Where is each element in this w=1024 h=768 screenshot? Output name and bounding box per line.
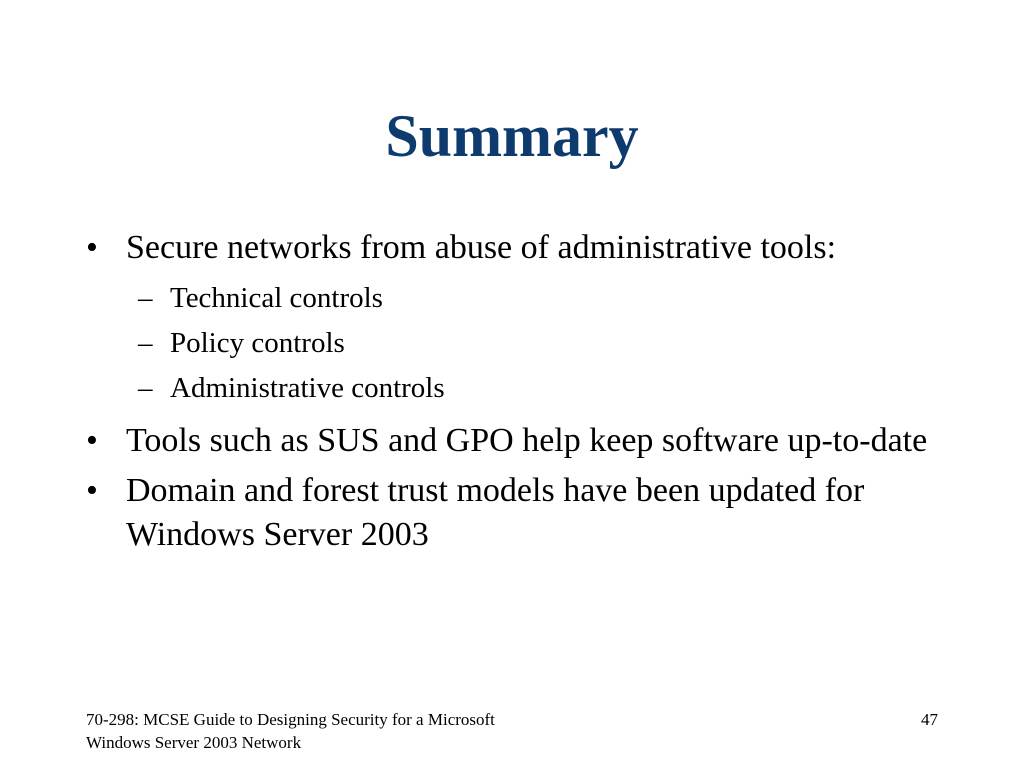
sub-bullet-item [86, 276, 956, 321]
bullet-item [86, 469, 956, 557]
bullet-text: Secure networks from abuse of administrative tools: [126, 229, 837, 266]
bullet-marker: • [86, 472, 98, 509]
sub-bullet-item [86, 321, 956, 366]
sub-bullet-list [86, 276, 956, 411]
sub-bullet-text: Technical controls [170, 282, 383, 314]
sub-bullet-text: Administrative controls [170, 372, 445, 404]
slide-title: Summary [385, 103, 639, 169]
sub-bullet-marker: – [138, 282, 153, 314]
sub-bullet-text: Policy controls [170, 327, 345, 359]
footer-line-1: 70-298: MCSE Guide to Designing Security for a Microsoft [86, 710, 495, 729]
slide-number: 47 [921, 710, 938, 729]
bullet-text: Tools such as SUS and GPO help keep software up-to-date [126, 422, 928, 459]
bullet-text: Domain and forest trust models have been updated for Windows Server 2003 [126, 472, 865, 553]
bullet-item [86, 419, 956, 463]
bullet-item [86, 226, 956, 270]
bullet-list [86, 226, 956, 563]
footer-course-title [86, 708, 606, 754]
sub-bullet-marker: – [138, 372, 153, 404]
footer-line-2: Windows Server 2003 Network [86, 733, 302, 752]
bullet-marker: • [86, 422, 98, 459]
sub-bullet-marker: – [138, 327, 153, 359]
sub-bullet-item [86, 366, 956, 411]
bullet-marker: • [86, 229, 98, 266]
